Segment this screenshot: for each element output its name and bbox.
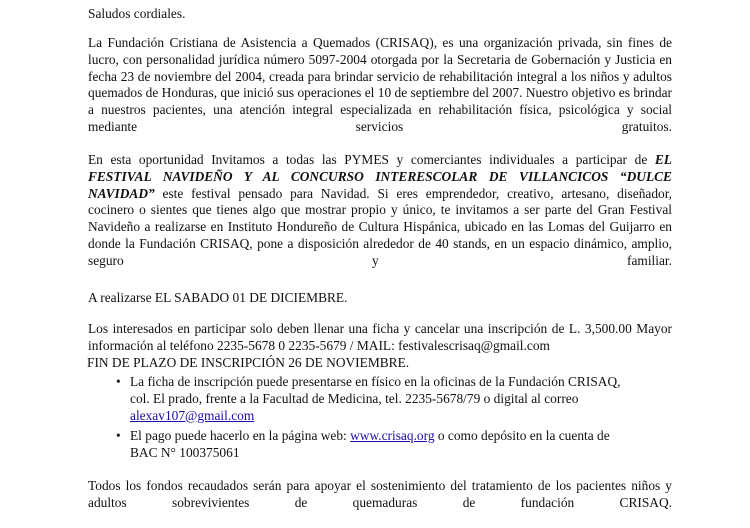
contact-line: información al teléfono 2235-5678 0 2235-5679 / MAIL: festivalescrisaq@gmail.com [88,338,550,353]
closing-paragraph: Todos los fondos recaudados serán para apoyar el sostenimiento del tratamiento de los pacientes niños y adultos sobrevivientes de quemaduras de fundación CRISAQ. [88,478,672,510]
event-name: EL FESTIVAL NAVIDEÑO Y AL CONCURSO INTERESCOLAR DE VILLANCICOS “DULCE NAVIDAD” [88,152,672,201]
registration-fee-line: Los interesados en participar solo deben llenar una ficha y cancelar una inscripción de L. 3,500.00 Mayor [88,321,672,336]
bank-account-line: BAC N° 100375061 [130,445,240,461]
bullet-line: La ficha de inscripción puede presentarse en físico en la oficinas de la Fundación CRISAQ, [130,374,621,389]
paragraph-invitation [88,152,672,286]
greeting: Saludos cordiales. [88,6,186,21]
payment-text: El pago puede hacerlo en la página web: [130,428,351,444]
list-item-registration-form [88,374,672,424]
email-link[interactable]: alexav107@gmail.com [130,407,255,423]
bullet-icon: • [116,374,121,389]
website-link[interactable]: www.crisaq.org [350,428,435,444]
paragraph-about-crisaq: La Fundación Cristiana de Asistencia a Quemados (CRISAQ), es una organización privada, sin fines de lucro, con personalidad jurídica número 5097-2004 otorgada por la Secretaria de Gobernación y Justicia en fecha 23 de noviembre del 2004, creada para brindar servicio de rehabilitación integral a los niños y adultos quemados de Honduras, que inició sus operaciones el 10 de septiembre del 2007. Nuestro objetivo es brindar a nuestros pacientes, una atención integral especializada en rehabilitación física, psicológica y social mediante servicios gratuitos. [88,35,672,134]
payment-text-tail: o como depósito en la cuenta de [434,428,610,444]
invitation-rest: este festival pensado para Navidad. Si eres emprendedor, creativo, artesano, diseñador, cocinero o sientes que tienes algo que mostrar propio y único, te invitamos a ser parte del Gran Festival Navideño a realizarse en Instituto Hondureño de Cultura Hispánica, ubicado en las Lomas del Guijarro en donde la Fundación CRISAQ, pone a disposición alrededor de 40 stands, en un espacio dinámico, amplio, seguro y familiar. [88,185,672,268]
deadline-line: FIN DE PLAZO DE INSCRIPCIÓN 26 DE NOVIEMBRE. [87,354,410,370]
bullet-list [88,374,672,462]
invitation-intro: En esta oportunidad Invitamos a todas las PYMES y comerciantes individuales a participar de [88,152,655,167]
registration-info [88,321,672,372]
list-item-payment [88,428,672,462]
event-date: A realizarse EL SABADO 01 DE DICIEMBRE. [88,290,348,305]
bullet-line: col. El prado, frente a la Facultad de Medicina, tel. 2235-5678/79 o digital al correo [130,390,579,406]
bullet-icon: • [116,428,121,444]
